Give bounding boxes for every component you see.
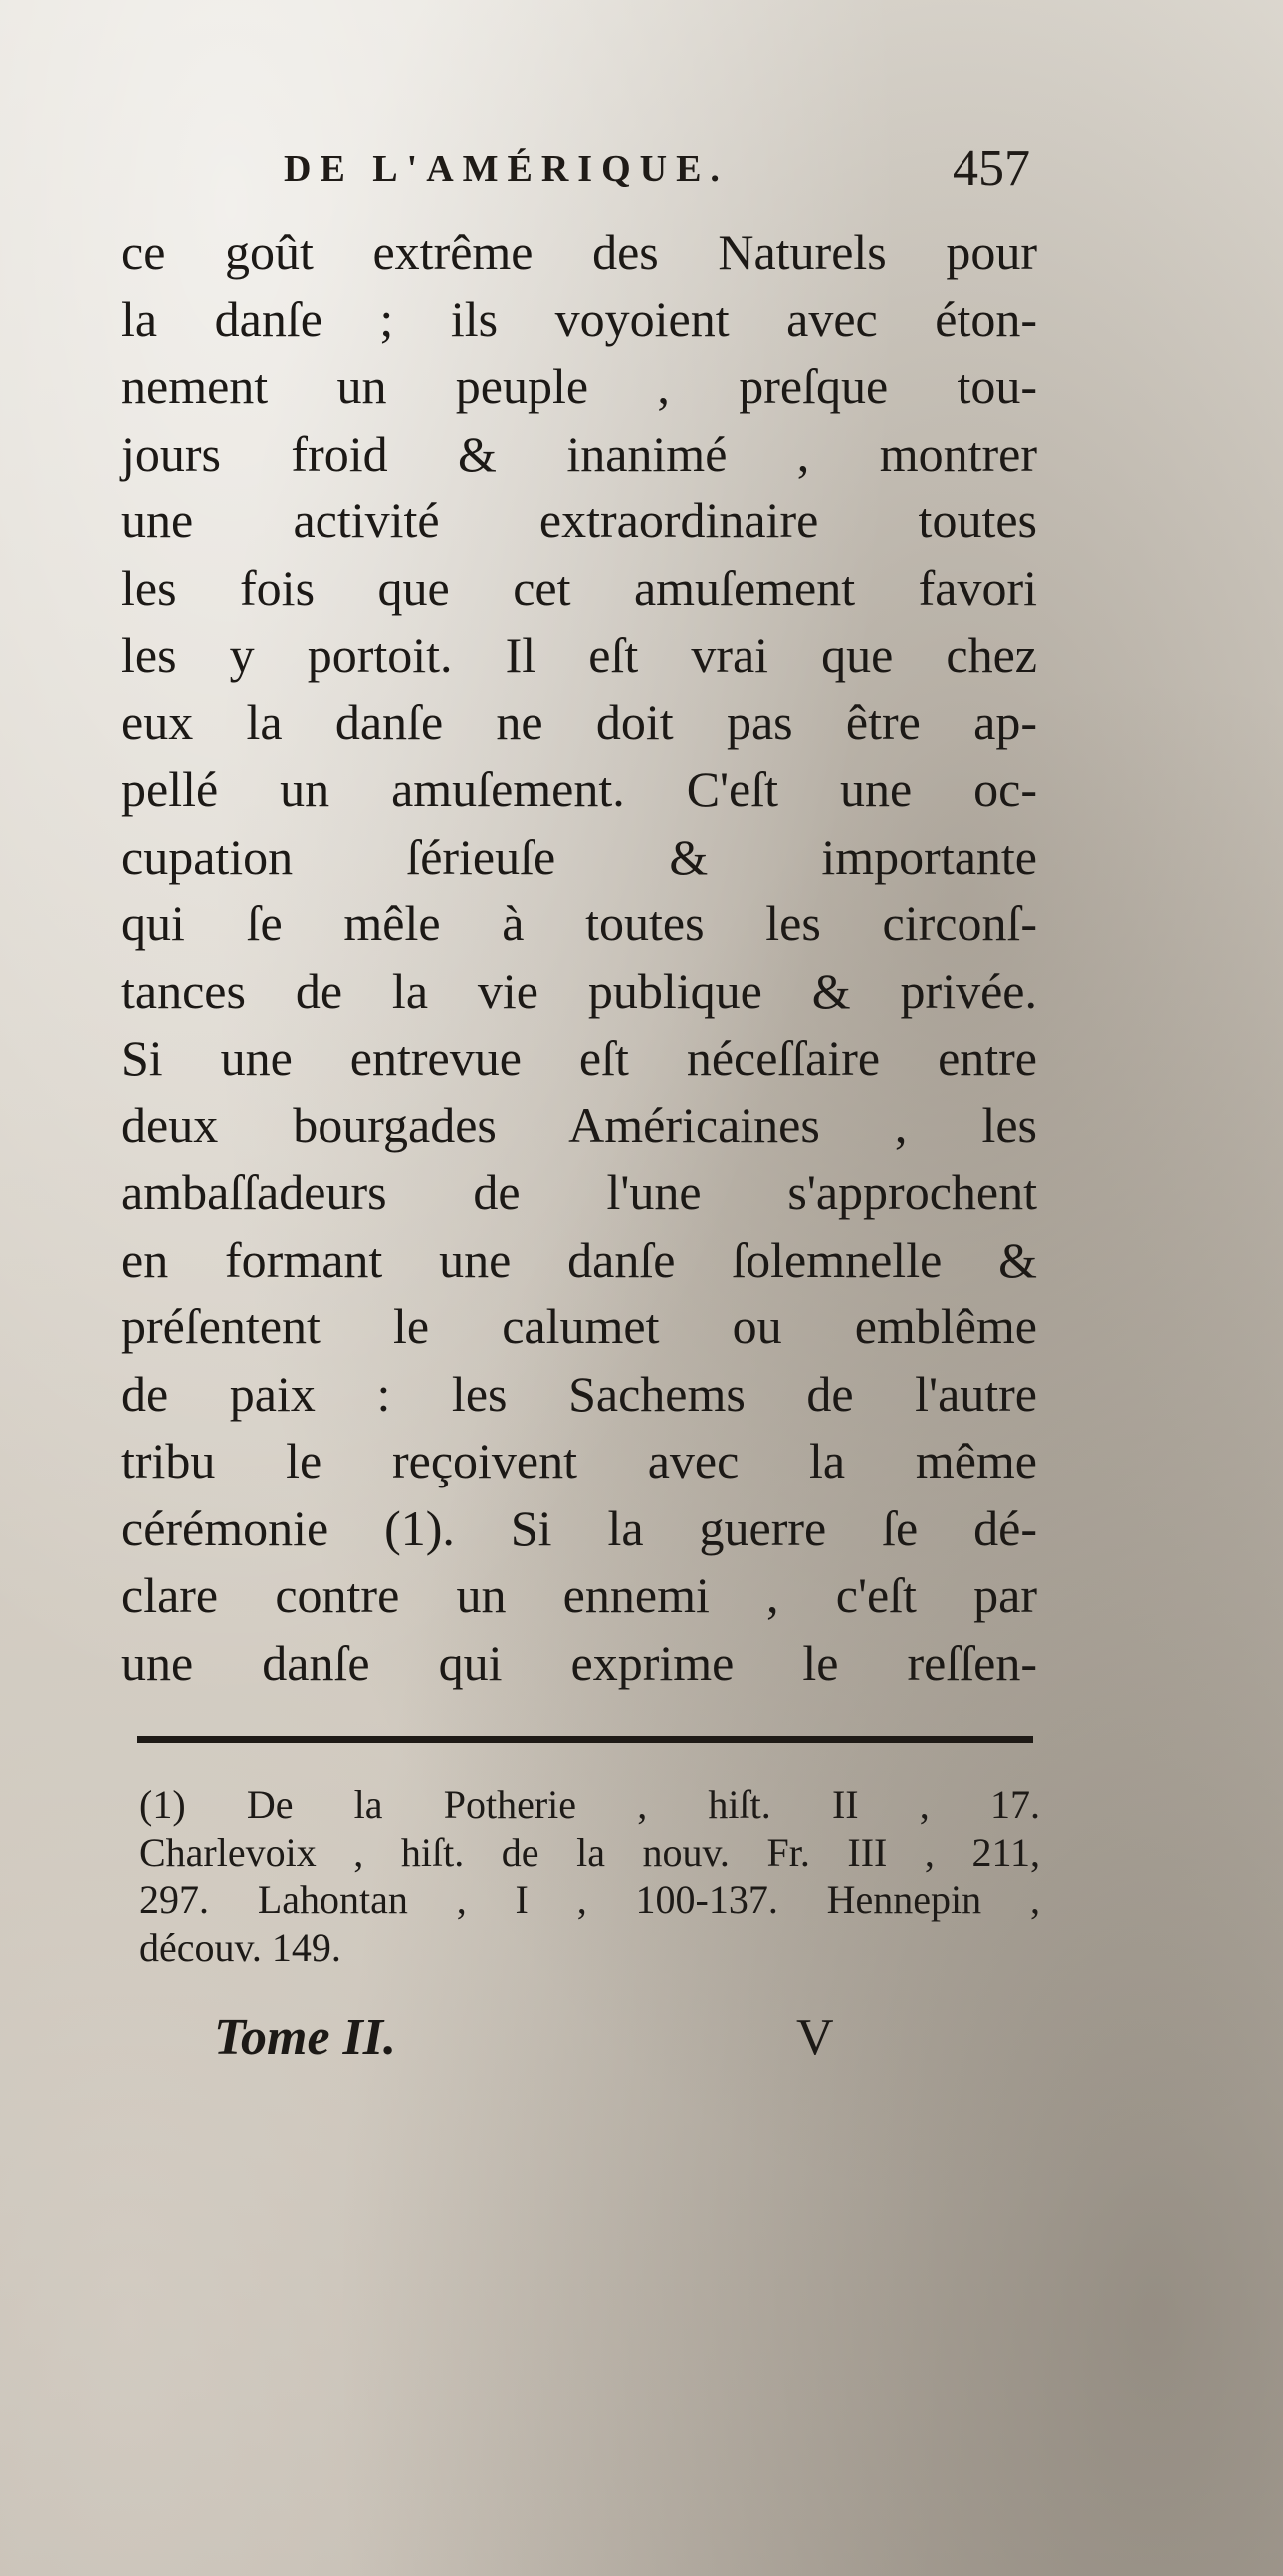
- body-line: clare contre un ennemi , c'eſt par: [121, 1567, 1037, 1623]
- body-line: eux la danſe ne doit pas être ap-: [121, 694, 1037, 750]
- footnote-line: Charlevoix , hiſt. de la nouv. Fr. III , 211,: [139, 1830, 1040, 1875]
- body-line: une danſe qui exprime le reſſen-: [121, 1634, 1037, 1690]
- footnote-line: découv. 149.: [139, 1925, 341, 1970]
- footnote-line: 297. Lahontan , I , 100-137. Hennepin ,: [139, 1878, 1040, 1922]
- body-line: les y portoit. Il eſt vrai que chez: [121, 627, 1037, 683]
- body-line: cupation ſérieuſe & importante: [121, 828, 1037, 885]
- page-header: [284, 139, 1040, 209]
- volume-label: Tome II.: [214, 2009, 396, 2066]
- signature-mark: V: [796, 2009, 834, 2066]
- footnote-line: (1) De la Potherie , hiſt. II , 17.: [139, 1782, 1040, 1827]
- body-line: une activité extraordinaire toutes: [121, 493, 1037, 548]
- body-line: qui ſe mêle à toutes les circonſ-: [121, 895, 1037, 951]
- body-text: [121, 219, 1037, 1696]
- running-title: DE L'AMÉRIQUE.: [284, 148, 729, 190]
- body-line: cérémonie (1). Si la guerre ſe dé-: [121, 1499, 1037, 1556]
- body-line: tribu le reçoivent avec la même: [121, 1433, 1037, 1488]
- body-line: pellé un amuſement. C'eſt une oc-: [121, 761, 1037, 817]
- footnote-rule: [137, 1736, 1033, 1743]
- body-line: Si une entrevue eſt néceſſaire entre: [121, 1030, 1037, 1086]
- body-line: nement un peuple , preſque tou-: [121, 358, 1037, 414]
- body-line: deux bourgades Américaines , les: [121, 1096, 1037, 1153]
- body-line: en formant une danſe ſolemnelle &: [121, 1231, 1037, 1288]
- body-line: de paix : les Sachems de l'autre: [121, 1365, 1037, 1422]
- page-number: 457: [953, 140, 1030, 197]
- signature-row: [214, 2008, 911, 2078]
- body-line: ce goût extrême des Naturels pour: [121, 224, 1037, 280]
- body-line: les fois que cet amuſement favori: [121, 559, 1037, 616]
- footnotes: [139, 1781, 1040, 1972]
- body-line: la danſe ; ils voyoient avec éton-: [121, 291, 1037, 347]
- body-line: tances de la vie publique & privée.: [121, 962, 1037, 1019]
- body-line: ambaſſadeurs de l'une s'approchent: [121, 1164, 1037, 1220]
- body-line: jours froid & inanimé , montrer: [121, 425, 1037, 482]
- body-line: préſentent le calumet ou emblême: [121, 1298, 1037, 1354]
